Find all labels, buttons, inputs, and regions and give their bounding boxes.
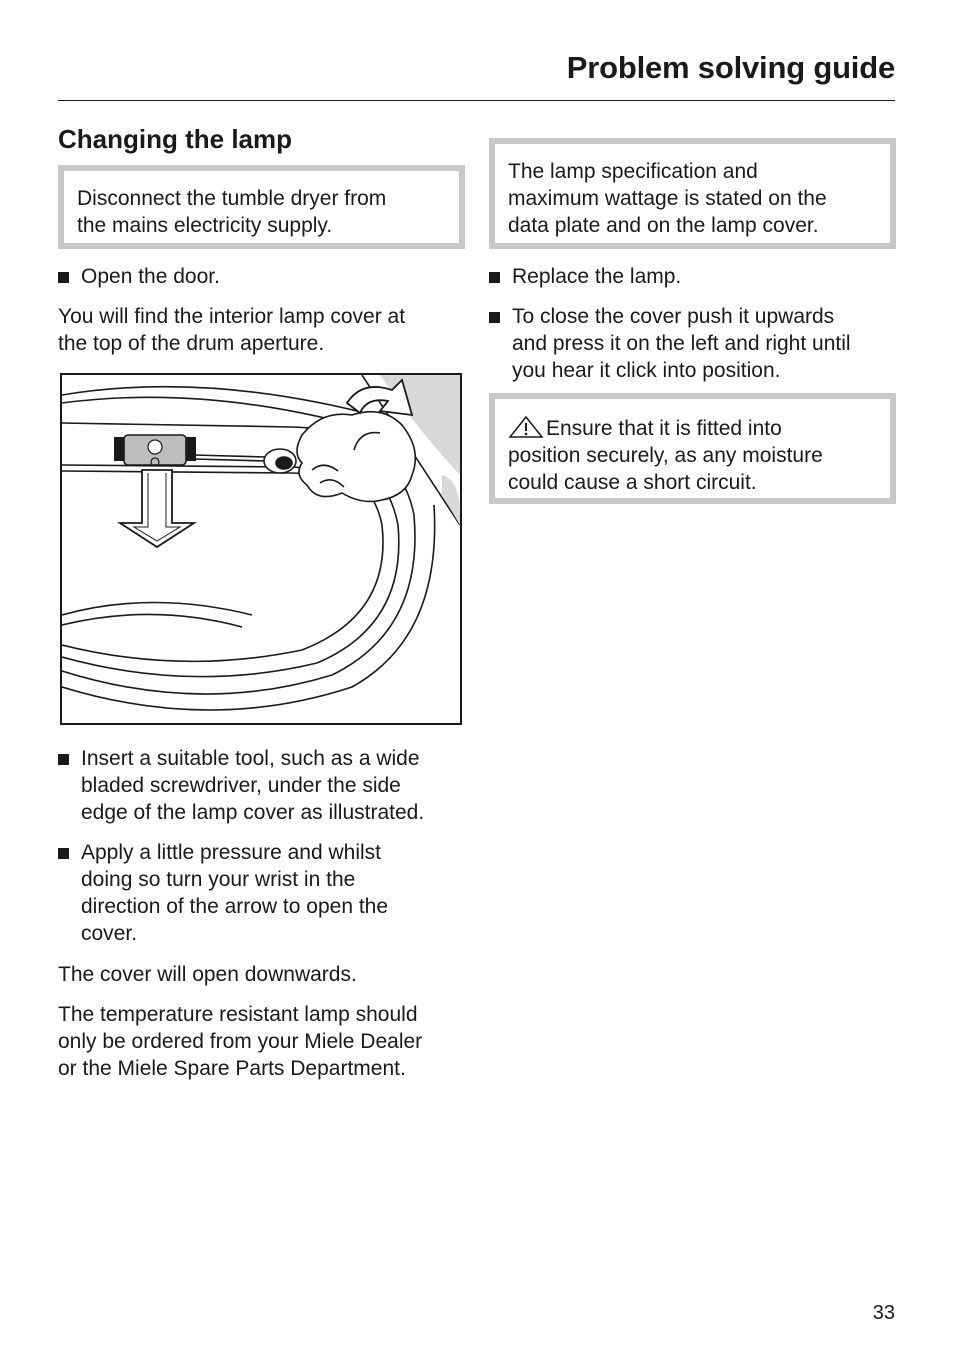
- screwdriver-icon: [194, 449, 296, 473]
- paragraph-line: only be ordered from your Miele Dealer: [58, 1030, 423, 1053]
- warning-line: could cause a short circuit.: [508, 471, 757, 494]
- notice-line: maximum wattage is stated on the: [508, 187, 827, 210]
- lamp-ordering-paragraph: [58, 1001, 478, 1082]
- rotate-arrow-icon: [347, 380, 412, 415]
- hand-icon: [297, 412, 415, 502]
- square-bullet-icon: [58, 272, 69, 283]
- moisture-warning-box: [489, 393, 896, 504]
- step-text: [81, 839, 388, 947]
- step-apply-pressure: [58, 839, 468, 947]
- square-bullet-icon: [489, 312, 500, 323]
- step-text: [512, 303, 851, 384]
- notice-line: The lamp specification and: [508, 160, 758, 183]
- page-header-title: Problem solving guide: [566, 50, 895, 85]
- step-line: doing so turn your wrist in the: [81, 868, 356, 891]
- paragraph-line: The temperature resistant lamp should: [58, 1003, 418, 1026]
- step-text: [81, 745, 424, 826]
- step-text: Open the door.: [81, 265, 220, 288]
- step-line: edge of the lamp cover as illustrated.: [81, 801, 425, 824]
- paragraph-line: or the Miele Spare Parts Department.: [58, 1057, 406, 1080]
- square-bullet-icon: [58, 754, 69, 765]
- notice-line: data plate and on the lamp cover.: [508, 214, 819, 237]
- lamp-cover: [114, 435, 196, 466]
- step-line: bladed screwdriver, under the side: [81, 774, 401, 797]
- down-arrow-icon: [120, 470, 194, 547]
- step-line: cover.: [81, 922, 138, 945]
- step-close-cover: [489, 303, 899, 384]
- disconnect-notice-box: [58, 165, 465, 249]
- step-line: To close the cover push it upwards: [512, 305, 835, 328]
- cover-opens-paragraph: The cover will open downwards.: [58, 963, 357, 986]
- notice-line: Disconnect the tumble dryer from: [77, 187, 387, 210]
- section-title: Changing the lamp: [58, 124, 292, 154]
- header-divider: [58, 100, 895, 101]
- warning-text: Ensure that it is fitted into: [546, 417, 782, 440]
- step-line: direction of the arrow to open the: [81, 895, 389, 918]
- notice-line: the mains electricity supply.: [77, 214, 333, 237]
- square-bullet-icon: [58, 848, 69, 859]
- warning-triangle-icon: [508, 415, 544, 439]
- step-line: and press it on the left and right until: [512, 332, 851, 355]
- warning-line: position securely, as any moisture: [508, 444, 823, 467]
- step-insert-tool: [58, 745, 468, 826]
- drum-lamp-drawing: [62, 375, 460, 723]
- step-line: Insert a suitable tool, such as a wide: [81, 747, 420, 770]
- page-number: 33: [872, 1302, 895, 1324]
- lamp-cover-illustration: [60, 373, 462, 725]
- paragraph-line: You will find the interior lamp cover at: [58, 305, 406, 328]
- step-text: Replace the lamp.: [512, 265, 682, 288]
- step-line: you hear it click into position.: [512, 359, 781, 382]
- warning-line: [508, 415, 890, 442]
- lamp-spec-notice-box: [489, 138, 896, 249]
- paragraph-line: the top of the drum aperture.: [58, 332, 325, 355]
- square-bullet-icon: [489, 272, 500, 283]
- lamp-location-paragraph: [58, 303, 468, 357]
- step-line: Apply a little pressure and whilst: [81, 841, 381, 864]
